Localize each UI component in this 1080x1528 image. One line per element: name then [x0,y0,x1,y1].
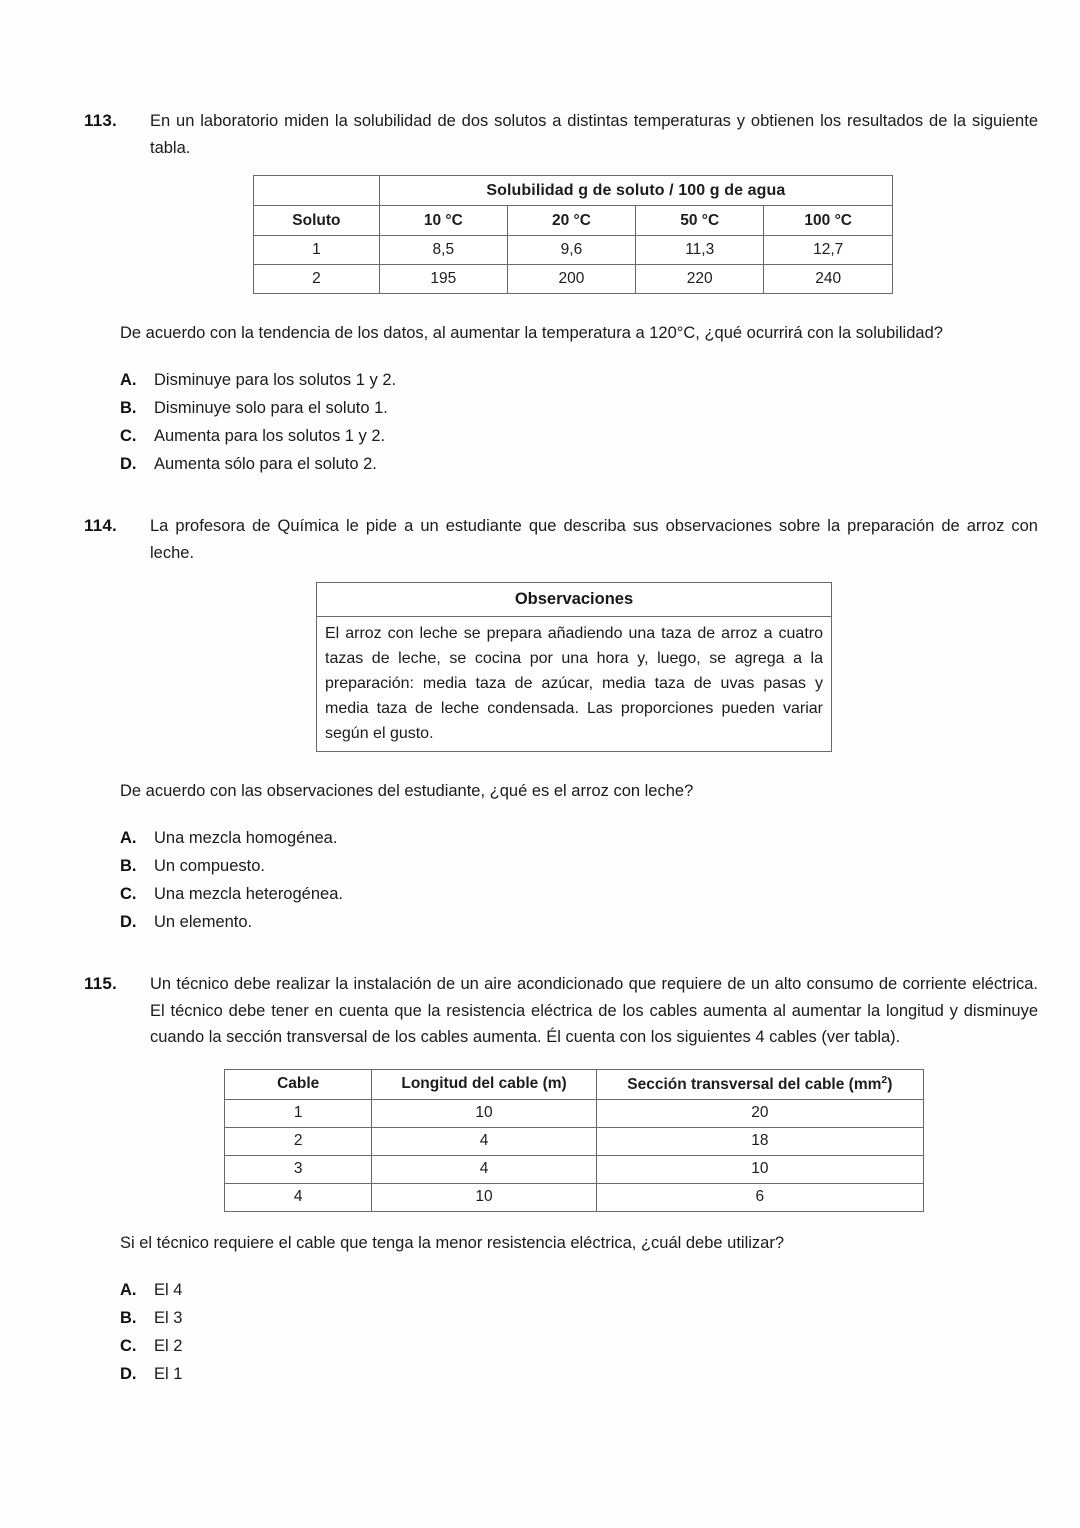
table-row-column-headers [254,206,893,236]
cell-longitud-2: 4 [372,1127,596,1155]
cell-soluto2-t10: 195 [379,265,507,294]
option-113-b[interactable] [120,395,1040,422]
cell-soluto2-t100: 240 [764,265,893,294]
cell-soluto-2: 2 [254,265,380,294]
option-text: Un compuesto. [154,857,265,875]
solubility-span-header: Solubilidad g de soluto / 100 g de agua [379,176,892,206]
cell-soluto2-t50: 220 [636,265,764,294]
cell-cable-4: 4 [225,1183,372,1211]
table-row-header [317,583,832,617]
question-114-header [84,513,1040,566]
option-letter: A. [120,1280,137,1299]
question-115-options [120,1277,1040,1388]
option-text: Disminuye para los solutos 1 y 2. [154,371,397,389]
observations-table [316,582,832,752]
header-seccion-pre: Sección transversal del cable (mm [627,1076,882,1094]
cell-soluto1-t50: 11,3 [636,236,764,265]
option-letter: B. [120,399,137,417]
option-115-d[interactable] [120,1361,1040,1388]
option-text: Aumenta para los solutos 1 y 2. [154,427,386,445]
option-115-c[interactable] [120,1333,1040,1360]
cell-soluto1-t100: 12,7 [764,236,893,265]
question-114-prompt: De acuerdo con las observaciones del estudiante, ¿qué es el arroz con leche? [120,782,694,800]
option-letter: A. [120,371,137,389]
option-113-d[interactable] [120,451,1040,478]
cell-cable-1: 1 [225,1099,372,1127]
question-115-header [84,971,1040,1051]
option-letter: C. [120,885,137,903]
option-letter: B. [120,1308,137,1327]
table-row [254,236,893,265]
solubility-table [253,175,893,294]
option-letter: C. [120,1336,137,1355]
question-113-prompt: De acuerdo con la tendencia de los datos, al aumentar la temperatura a 120°C, ¿qué ocurrirá con la solubilidad? [120,324,943,342]
header-temp-20: 20 °C [507,206,635,236]
cell-soluto2-t20: 200 [507,265,635,294]
question-115-number: 115. [84,974,117,993]
observations-header: Observaciones [317,583,832,617]
cell-soluto1-t10: 8,5 [379,236,507,265]
header-temp-100: 100 °C [764,206,893,236]
option-115-b[interactable] [120,1305,1040,1332]
question-114-number: 114. [84,516,117,535]
cell-seccion-4: 6 [596,1183,923,1211]
question-113-options [120,367,1040,478]
option-text: El 3 [154,1308,183,1327]
option-letter: A. [120,829,137,847]
question-115 [84,971,1040,1388]
cell-soluto1-t20: 9,6 [507,236,635,265]
cell-longitud-1: 10 [372,1099,596,1127]
cable-table-wrapper [224,1069,1040,1212]
header-temp-50: 50 °C [636,206,764,236]
cell-longitud-4: 10 [372,1183,596,1211]
table-row [254,265,893,294]
question-115-prompt: Si el técnico requiere el cable que tenga la menor resistencia eléctrica, ¿cuál debe utilizar? [120,1233,785,1252]
option-113-a[interactable] [120,367,1040,394]
option-letter: C. [120,427,137,445]
header-soluto: Soluto [254,206,380,236]
cell-soluto-1: 1 [254,236,380,265]
cell-seccion-3: 10 [596,1155,923,1183]
header-longitud: Longitud del cable (m) [372,1069,596,1099]
cell-seccion-2: 18 [596,1127,923,1155]
option-114-d[interactable] [120,909,1040,936]
option-114-c[interactable] [120,881,1040,908]
option-letter: D. [120,1364,137,1383]
option-letter: D. [120,455,137,473]
question-113 [84,108,1040,478]
option-text: El 4 [154,1280,183,1299]
table-row [225,1127,924,1155]
cable-table [224,1069,924,1212]
table-row [225,1183,924,1211]
cell-cable-3: 3 [225,1155,372,1183]
table-row-header [225,1069,924,1099]
option-text: Una mezcla homogénea. [154,829,338,847]
option-text: El 2 [154,1336,183,1355]
option-114-b[interactable] [120,853,1040,880]
option-letter: D. [120,913,137,931]
question-115-stem: Un técnico debe realizar la instalación de un aire acondicionado que requiere de un alto consumo de corriente eléctrica. El técnico debe tener en cuenta que la resistencia eléctrica de los cables aumenta al aumentar la longitud y disminuye cuando la sección transversal de los cables aumenta. Él cuenta con los siguientes 4 cables (ver tabla). [150,975,1038,1046]
question-113-stem: En un laboratorio miden la solubilidad de dos solutos a distintas temperaturas y obtienen los resultados de la siguiente tabla. [150,112,1038,157]
header-seccion-post: ) [887,1076,893,1094]
cell-seccion-1: 20 [596,1099,923,1127]
question-114 [84,513,1040,936]
question-113-number: 113. [84,111,117,130]
cell-cable-2: 2 [225,1127,372,1155]
option-113-c[interactable] [120,423,1040,450]
option-text: Disminuye solo para el soluto 1. [154,399,388,417]
table-row [317,617,832,752]
question-114-options [120,825,1040,936]
table-row-span-header [254,176,893,206]
option-text: Una mezcla heterogénea. [154,885,343,903]
table-row [225,1099,924,1127]
option-115-a[interactable] [120,1277,1040,1304]
observations-body: El arroz con leche se prepara añadiendo una taza de arroz a cuatro tazas de leche, se cocina por una hora y, luego, se agrega a la preparación: media taza de azúcar, media taza de uvas pasas y media taza de leche condensada. Las proporciones pueden variar según el gusto. [317,617,832,752]
header-seccion [596,1069,923,1099]
option-114-a[interactable] [120,825,1040,852]
page-content [84,108,1040,1389]
header-temp-10: 10 °C [379,206,507,236]
table-row [225,1155,924,1183]
header-cable: Cable [225,1069,372,1099]
option-text: El 1 [154,1364,183,1383]
empty-corner-cell [254,176,380,206]
option-text: Un elemento. [154,913,253,931]
observations-box-wrapper [316,582,1040,752]
option-letter: B. [120,857,137,875]
question-113-header [84,108,1040,161]
cell-longitud-3: 4 [372,1155,596,1183]
option-text: Aumenta sólo para el soluto 2. [154,455,377,473]
header-seccion-superscript: 2 [881,1073,888,1086]
solubility-table-wrapper [253,175,1040,294]
question-114-stem: La profesora de Química le pide a un estudiante que describa sus observaciones sobre la preparación de arroz con leche. [150,517,1038,562]
